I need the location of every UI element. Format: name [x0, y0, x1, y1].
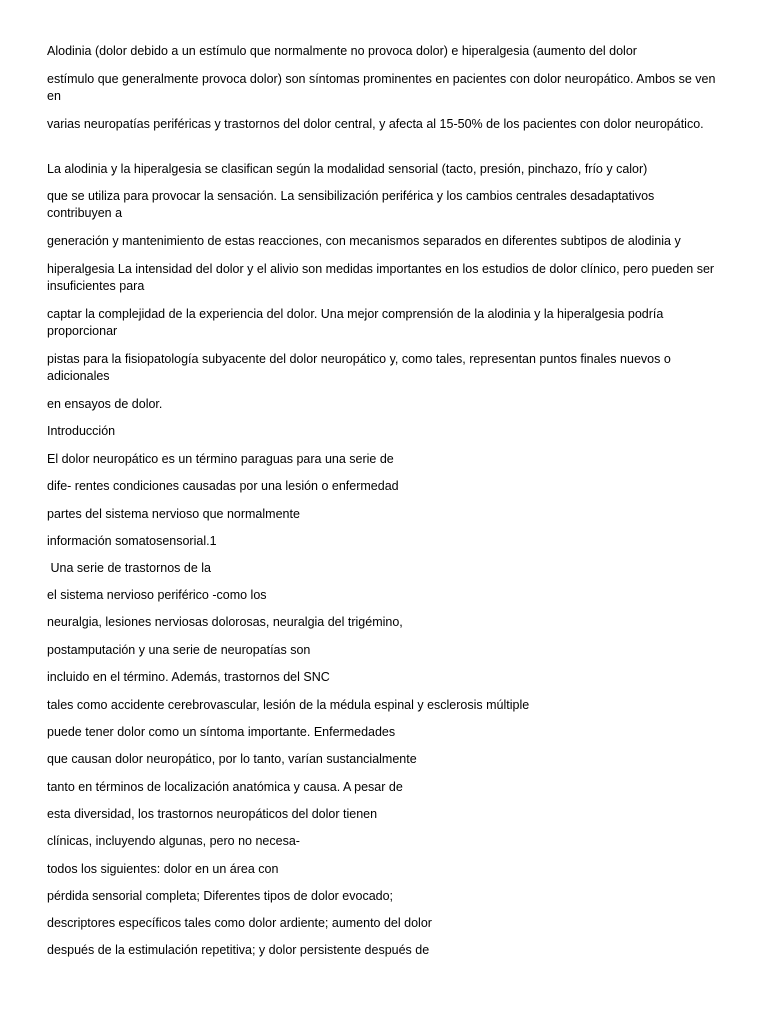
paragraph-18: neuralgia, lesiones nerviosas dolorosas, neuralgia del trigémino,	[47, 615, 403, 629]
paragraph-9: pistas para la fisiopatología subyacente del dolor neuropático y, como tales, representan puntos finales nuevos o adicionales	[47, 352, 671, 383]
paragraph-15: información somatosensorial.1	[47, 534, 217, 548]
paragraph-6: generación y mantenimiento de estas reacciones, con mecanismos separados en diferentes subtipos de alodinia y	[47, 234, 681, 248]
paragraph-25: esta diversidad, los trastornos neuropáticos del dolor tienen	[47, 807, 378, 821]
paragraph-17: el sistema nervioso periférico -como los	[47, 588, 267, 602]
paragraph-10: en ensayos de dolor.	[47, 397, 163, 411]
paragraph-8: captar la complejidad de la experiencia del dolor. Una mejor comprensión de la alodinia y la hiperalgesia podría proporcionar	[47, 307, 664, 338]
paragraph-5: que se utiliza para provocar la sensación. La sensibilización periférica y los cambios centrales desadaptativos contribuyen a	[47, 189, 655, 220]
paragraph-21: tales como accidente cerebrovascular, lesión de la médula espinal y esclerosis múltiple	[47, 698, 530, 712]
paragraph-26: clínicas, incluyendo algunas, pero no necesa-	[47, 834, 300, 848]
paragraph-28: pérdida sensorial completa; Diferentes tipos de dolor evocado;	[47, 889, 394, 903]
section-heading-introduccion: Introducción	[47, 424, 116, 438]
paragraph-19: postamputación y una serie de neuropatías son	[47, 643, 311, 657]
paragraph-7: hiperalgesia La intensidad del dolor y el alivio son medidas importantes en los estudios de dolor clínico, pero pueden ser insuficientes para	[47, 262, 715, 293]
paragraph-27: todos los siguientes: dolor en un área con	[47, 862, 279, 876]
paragraph-4: La alodinia y la hiperalgesia se clasifican según la modalidad sensorial (tacto, presión, pinchazo, frío y calor)	[47, 162, 648, 176]
paragraph-30: después de la estimulación repetitiva; y dolor persistente después de	[47, 943, 430, 957]
paragraph-16: Una serie de trastornos de la	[47, 561, 211, 575]
paragraph-24: tanto en términos de localización anatómica y causa. A pesar de	[47, 780, 403, 794]
paragraph-29: descriptores específicos tales como dolor ardiente; aumento del dolor	[47, 916, 432, 930]
paragraph-1: Alodinia (dolor debido a un estímulo que normalmente no provoca dolor) e hiperalgesia (aumento del dolor	[47, 44, 637, 58]
paragraph-13: dife- rentes condiciones causadas por una lesión o enfermedad	[47, 479, 399, 493]
paragraph-3: varias neuropatías periféricas y trastornos del dolor central, y afecta al 15-50% de los pacientes con dolor neuropático.	[47, 117, 704, 131]
paragraph-23: que causan dolor neuropático, por lo tanto, varían sustancialmente	[47, 752, 417, 766]
paragraph-14: partes del sistema nervioso que normalmente	[47, 507, 300, 521]
paragraph-20: incluido en el término. Además, trastornos del SNC	[47, 670, 330, 684]
paragraph-2: estímulo que generalmente provoca dolor) son síntomas prominentes en pacientes con dolor neuropático. Ambos se ven en	[47, 72, 716, 103]
paragraph-12: El dolor neuropático es un término paraguas para una serie de	[47, 452, 394, 466]
paragraph-22: puede tener dolor como un síntoma importante. Enfermedades	[47, 725, 396, 739]
